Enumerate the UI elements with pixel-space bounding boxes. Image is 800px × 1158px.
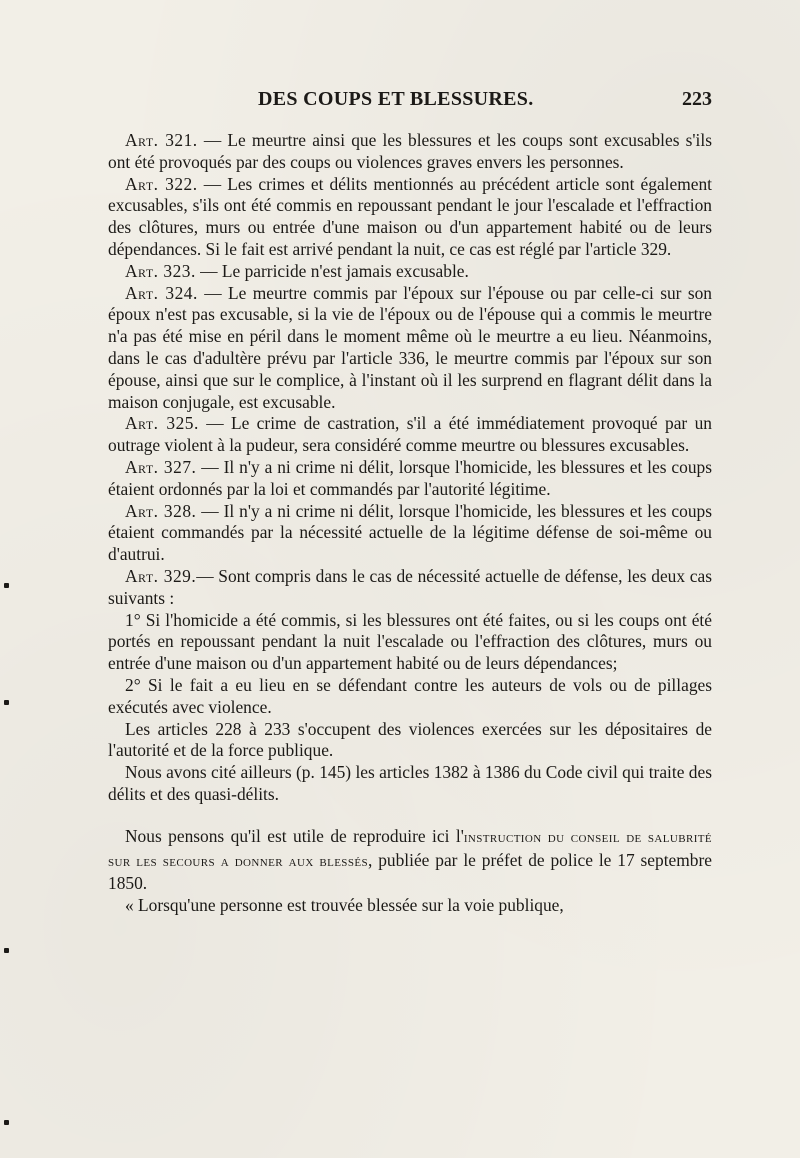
article-329: [108, 566, 712, 610]
article-323: [108, 261, 712, 283]
page-header: [108, 88, 712, 116]
article-text: — Les crimes et délits mentionnés au précédent article sont également excusables, s'ils ont été commis en repoussant pendant le jour l'escalade et l'effraction des clôtures, murs ou entrée d'une maison ou d'un appartement habité ou de leurs dépendances. Si le fait est arrivé pendant la nuit, ce cas est réglé par l'article 329.: [108, 173, 712, 259]
body-text: [108, 130, 712, 917]
article-text: — Le crime de castration, s'il a été immédiatement provoqué par un outrage violent à la pudeur, sera considéré comme meurtre ou blessures excusables.: [108, 413, 712, 456]
margin-mark: [4, 583, 9, 588]
case-2-paragraph: [108, 675, 712, 719]
article-321: [108, 130, 712, 174]
margin-mark: [4, 948, 9, 953]
civil-code-paragraph: [108, 762, 712, 806]
article-322: [108, 174, 712, 261]
article-text: — Le meurtre commis par l'époux sur l'épouse ou par celle-ci sur son époux n'est pas excusable, si la vie de l'époux ou de l'épouse qui a commis le meurtre n'a pas été mise en péril dans le moment même où le meurtre a eu lieu. Néanmoins, dans le cas d'adultère prévu par l'article 336, le meurtre commis par l'époux sur son épouse, ainsi que sur le complice, à l'instant où il les surprend en flagrant délit dans la maison conjugale, est excusable.: [108, 282, 712, 412]
article-text: — Sont compris dans le cas de nécessité actuelle de défense, les deux cas suivants :: [108, 565, 712, 608]
article-label: Art. 324.: [125, 282, 198, 303]
article-text: — Le parricide n'est jamais excusable.: [195, 260, 469, 281]
page-number: 223: [682, 88, 712, 110]
article-label: Art. 322.: [125, 173, 198, 194]
article-label: Art. 328.: [125, 500, 197, 521]
section-gap: [108, 806, 712, 826]
article-327: [108, 457, 712, 501]
article-label: Art. 321.: [125, 130, 198, 150]
instruction-title: instruction du conseil de salubrité sur les secours a donner aux blessés: [108, 829, 712, 870]
case-1-paragraph: [108, 610, 712, 675]
article-label: Art. 323.: [125, 260, 196, 281]
paragraph-text: Nous pensons qu'il est utile de reproduire ici l': [125, 825, 464, 846]
running-title: DES COUPS ET BLESSURES.: [258, 88, 534, 110]
article-324: [108, 283, 712, 414]
margin-mark: [4, 1120, 9, 1125]
paragraph-text: Les articles 228 à 233 s'occupent des violences exercées sur les dépositaires de l'autorité et de la force publique.: [108, 718, 712, 761]
article-text: — Il n'y a ni crime ni délit, lorsque l'homicide, les blessures et les coups étaient commandés par la nécessité actuelle de la légitime défense de soi-même ou d'autrui.: [108, 500, 712, 565]
article-325: [108, 413, 712, 457]
margin-mark: [4, 700, 9, 705]
quote-text: « Lorsqu'une personne est trouvée blessée sur la voie publique,: [125, 895, 564, 916]
article-label: Art. 327.: [125, 456, 197, 477]
paragraph-text: 2° Si le fait a eu lieu en se défendant contre les auteurs de vols ou de pillages exécutés avec violence.: [108, 674, 712, 717]
paragraph-text: Nous avons cité ailleurs (p. 145) les articles 1382 à 1386 du Code civil qui traite des délits et des quasi-délits.: [108, 762, 712, 804]
instruction-intro-paragraph: [108, 826, 712, 895]
article-text: — Il n'y a ni crime ni délit, lorsque l'homicide, les blessures et les coups étaient ordonnés par la loi et commandés par l'autorité légitime.: [108, 456, 712, 499]
quote-paragraph: [108, 895, 712, 917]
article-text: — Le meurtre ainsi que les blessures et les coups sont excusables s'ils ont été provoqués par des coups ou violences graves envers les personnes.: [108, 130, 712, 172]
paragraph-text: , publiée par le préfet de police le 17 septembre 1850.: [108, 849, 712, 894]
paragraph-text: 1° Si l'homicide a été commis, si les blessures ont été faites, ou si les coups ont été portés en repoussant pendant la nuit l'escalade ou l'effraction des clôtures, murs ou entrée d'une maison ou d'un appartement habité ou de leurs dépendances;: [108, 609, 712, 674]
article-label: Art. 329.: [125, 565, 197, 586]
article-label: Art. 325.: [125, 413, 199, 434]
article-328: [108, 501, 712, 566]
articles-228-233-paragraph: [108, 719, 712, 763]
